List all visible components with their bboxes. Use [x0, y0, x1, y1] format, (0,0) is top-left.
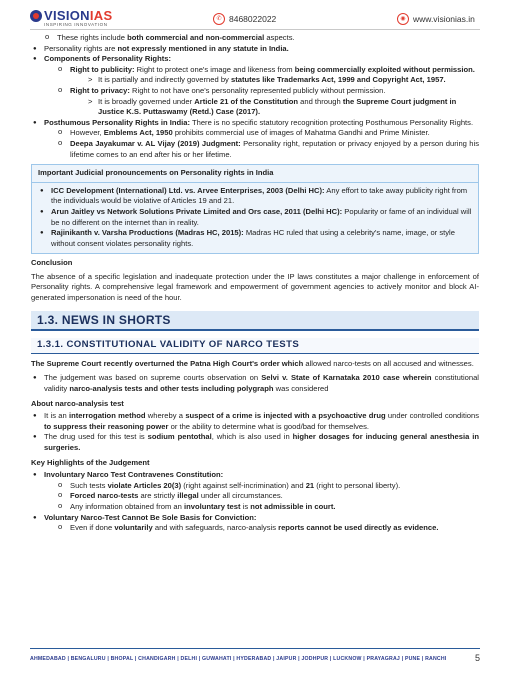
list-item: o However, Emblems Act, 1950 prohibits commercial use of images of Mahatma Gandhi and Prime Minister. [57, 128, 479, 139]
judgement-list [31, 373, 479, 394]
phone-number: 8468022022 [229, 14, 277, 24]
list-item: ● Posthumous Personality Rights in India: There is no specific statutory recognition protecting Posthumous Personality Rights. o However, Emblems Act, 1950 prohibits commercial use of images of Mahatma Gandhi and Prime Minister. o Deepa Jayakumar v. AL Vijay (2019) Judgment: Personality right, reputation or privacy enjoyed by a person during his lifetime comes to an end after his or her lifetime. [31, 118, 479, 160]
logo-mark-icon [30, 10, 42, 22]
about-heading: About narco-analysis test [31, 398, 124, 408]
website-link[interactable]: www.visionias.in [413, 14, 475, 24]
list-item: o These rights include both commercial and non-commercial aspects. [44, 33, 479, 44]
header-divider [30, 29, 480, 30]
intro-paragraph: The Supreme Court recently overturned the Patna High Court's order which allowed narco-tests on all accused and witnesses. [31, 358, 474, 368]
list-item: ● It is an interrogation method whereby a suspect of a crime is injected with a psychoactive drug under controlled conditions to suppress their reasoning power or the ability to determine what is good/bad for themselves. [31, 411, 479, 432]
vision-ias-logo [30, 8, 112, 27]
list-item: ● Involuntary Narco Test Contravenes Constitution: o Such tests violate Articles 20(3) (right against self-incrimination) and 21 (right to personal liberty). o Forced narco-tests are strictly illegal under all circumstances. o Any information obtained from an involuntary test is not admissible in court. [31, 470, 479, 512]
list-item: ● The judgement was based on supreme courts observation on Selvi v. State of Karnataka 2010 case wherein constitutional validity narco-analysis tests and other tests including polygraph was considered [31, 373, 479, 394]
list-item: ● Rajinikanth v. Varsha Productions (Madras HC, 2015): Madras HC ruled that using a celebrity's name, image, or style without consent violates personality rights. [38, 228, 472, 249]
website-contact[interactable] [397, 13, 475, 25]
list-item: o Even if done voluntarily and with safeguards, narco-analysis reports cannot be used directly as evidence. [57, 523, 479, 534]
about-list [31, 411, 479, 453]
list-item: o Forced narco-tests are strictly illegal under all circumstances. [57, 491, 479, 502]
list-item: o Right to privacy: Right to not have one's personality represented publicly without permission. > It is broadly governed under Article 21 of the Constitution and through the Supreme Court judgment in Justice K.S. Puttaswamy (Retd.) Case (2017). [57, 86, 479, 118]
personality-rights-list [31, 44, 479, 161]
section-banner: 1.3. NEWS IN SHORTS [31, 311, 479, 332]
list-item: ● ICC Development (International) Ltd. vs. Arvee Enterprises, 2003 (Delhi HC): Any effort to take away publicity right from the individuals would be violative of Articles 19 and 21. [38, 186, 472, 207]
key-highlights-heading: Key Highlights of the Judgement [31, 457, 150, 467]
globe-icon: ◉ [397, 13, 409, 25]
subsection-banner: 1.3.1. CONSTITUTIONAL VALIDITY OF NARCO TESTS [31, 338, 479, 354]
list-item: o Deepa Jayakumar v. AL Vijay (2019) Judgment: Personality right, reputation or privacy enjoyed by a person during his lifetime comes to an end after his or her lifetime. [57, 139, 479, 160]
page-content [31, 33, 479, 534]
list-item: ● Arun Jaitley vs Network Solutions Private Limited and Ors case, 2011 (Delhi HC): Popularity or fame of an individual will be no different on the internet than in reality. [38, 207, 472, 228]
phone-contact [213, 13, 276, 25]
list-item: ● Voluntary Narco-Test Cannot Be Sole Basis for Conviction: o Even if done voluntarily and with safeguards, narco-analysis reports cannot be used directly as evidence. [31, 513, 479, 534]
list-item: o Such tests violate Articles 20(3) (right against self-incrimination) and 21 (right to personal liberty). [57, 481, 479, 492]
list-item: > It is broadly governed under Article 21 of the Constitution and through the Supreme Court judgment in Justice K.S. Puttaswamy (Retd.) Case (2017). [88, 97, 479, 118]
list-item: o Any information obtained from an involuntary test is not admissible in court. [57, 502, 479, 513]
highlights-list [31, 470, 479, 534]
logo-tagline: INSPIRING INNOVATION [44, 22, 108, 27]
list-item: ● Components of Personality Rights: o Right to publicity: Right to protect one's image and likeness from being commercially exploited without permission. > It is partially and indirectly governed by statutes like Trademarks Act, 1999 and Copyright Act, 1957. o Right to privacy: Right to not have one's personality represented publicly without permission. > It is broadly governed under Article 21 of the Constitution and through the Supreme Court judgment in Justice K.S. Puttaswamy (Retd.) Case (2017). [31, 54, 479, 118]
footer-cities: AHMEDABAD | BENGALURU | BHOPAL | CHANDIGARH | DELHI | GUWAHATI | HYDERABAD | JAIPUR | JODHPUR | LUCKNOW | PRAYAGRAJ | PUNE | RANCHI [30, 656, 447, 662]
judicial-pronouncements-box [31, 164, 479, 254]
page-footer [30, 648, 480, 663]
list-item: > It is partially and indirectly governed by statutes like Trademarks Act, 1999 and Copyright Act, 1957. [88, 75, 479, 86]
list-item: ● Personality rights are not expressly mentioned in any statute in India. [31, 44, 479, 55]
page-number: 5 [474, 653, 480, 663]
list-item: ● The drug used for this test is sodium pentothal, which is also used in higher dosages for inducing general anesthesia in surgeries. [31, 432, 479, 453]
conclusion-text: The absence of a specific legislation and inadequate protection under the IP laws constitutes a major challenge in enforcement of Personality rights. A comprehensive legal framework and empowerment of government agencies to actively monitor and block AI-generated impersonation is need of the hour. [31, 271, 479, 303]
phone-icon: ✆ [213, 13, 225, 25]
conclusion-heading: Conclusion [31, 258, 73, 268]
box-title: Important Judicial pronouncements on Personality rights in India [32, 168, 478, 183]
list-item: o Right to publicity: Right to protect one's image and likeness from being commercially exploited without permission. > It is partially and indirectly governed by statutes like Trademarks Act, 1999 and Copyright Act, 1957. [57, 65, 479, 86]
logo-text: VISIONIAS [44, 8, 113, 23]
